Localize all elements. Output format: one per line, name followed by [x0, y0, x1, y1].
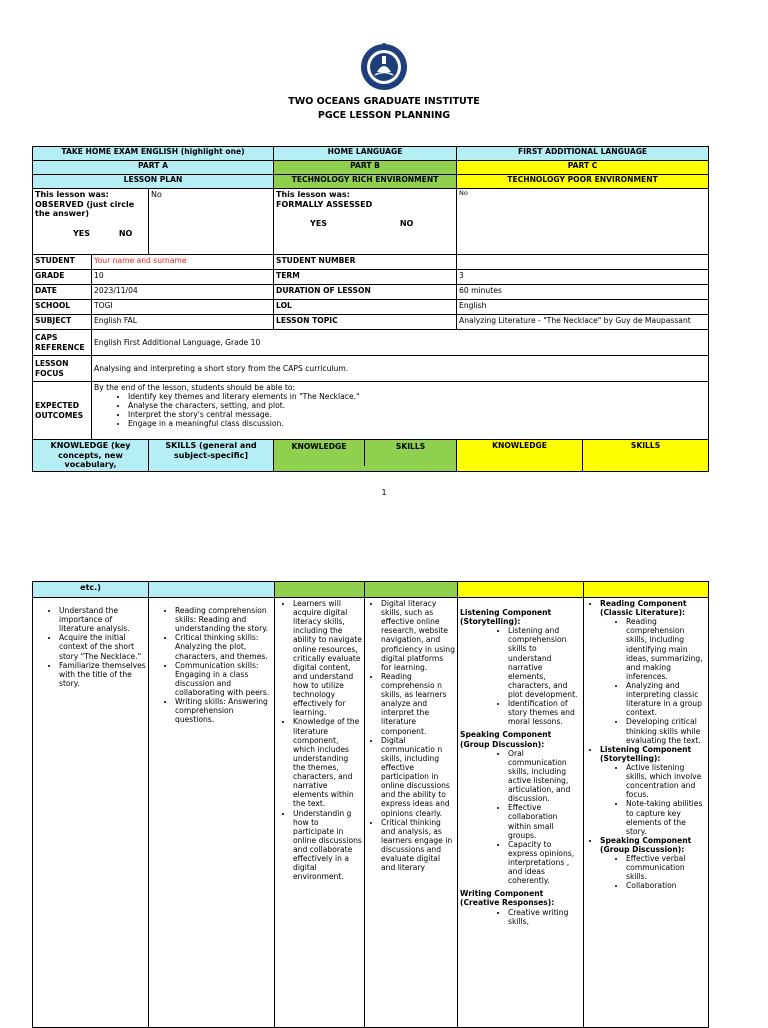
knowledge-b-header: [274, 440, 457, 472]
skills-a-item: • Writing skills: Answering comprehension questions.: [175, 697, 272, 724]
term-label: TERM: [274, 270, 457, 285]
skills-c-item: • Analyzing and interpreting classic literature in a group context.: [626, 681, 706, 717]
skills-a-item: • Reading comprehension skills: Reading and understanding the story.: [175, 606, 272, 633]
outcome-item: • Identify key themes and literary elements in "The Necklace.": [128, 392, 706, 401]
focus-label: LESSON FOCUS: [33, 356, 92, 382]
knowledge-c-item: • Identification of story themes and moral lessons.: [508, 699, 581, 726]
student-number-value[interactable]: [457, 255, 709, 270]
knowledge-c-item: • Listening and comprehension skills to understand narrative elements, characters, and plot development.: [508, 626, 581, 699]
knowledge-b-item: • Learners will acquire digital literacy skills, including the ability to navigate online resources, critically evaluate digital content, and understand how to utilize technology effectively for learning.: [293, 599, 362, 717]
observed-value-cell: No: [149, 189, 274, 255]
skills-b-item: • Digital communicatio n skills, including effective participation in online discussions and the ability to express ideas and opinions clearly.: [381, 736, 455, 818]
skills-c-item: • Active listening skills, which involve concentration and focus.: [626, 763, 706, 799]
skills-c-heading: • Listening Component (Storytelling):: [600, 745, 706, 763]
school-value[interactable]: TOGI: [92, 300, 274, 315]
lol-label: LOL: [274, 300, 457, 315]
date-value[interactable]: 2023/11/04: [92, 285, 274, 300]
institute-logo-icon: [359, 42, 409, 92]
observed-no[interactable]: NO: [118, 228, 133, 238]
knowledge-a-item: • Understand the importance of literature analysis.: [59, 606, 146, 633]
knowledge-c-cell[interactable]: [458, 598, 584, 1028]
knowledge-a-item: • Familiarize themselves with the title of the story.: [59, 661, 146, 688]
skills-c-item: • Collaboration: [626, 881, 706, 890]
skills-b-label: SKILLS: [395, 442, 426, 451]
grade-label: GRADE: [33, 270, 92, 285]
student-label: STUDENT: [33, 255, 92, 270]
term-value[interactable]: 3: [457, 270, 709, 285]
skills-a-header: SKILLS (general and subject-specific]: [149, 440, 274, 472]
duration-value[interactable]: 60 minutes: [457, 285, 709, 300]
observed-label-cell: [33, 189, 149, 255]
observed-yes[interactable]: YES: [73, 228, 91, 238]
part-a-cell: PART A: [33, 161, 274, 175]
focus-value[interactable]: Analysing and interpreting a short story from the CAPS curriculum.: [92, 356, 709, 382]
page-number: 1: [381, 488, 387, 497]
knowledge-a-header-cont: etc.): [33, 582, 149, 598]
skills-c-item: • Developing critical thinking skills while evaluating the text.: [626, 717, 706, 744]
caps-value[interactable]: English First Additional Language, Grade 10: [92, 330, 709, 356]
date-label: DATE: [33, 285, 92, 300]
lesson-plan-grid: [32, 146, 709, 472]
knowledge-a-item: • Acquire the initial context of the short story "The Necklace.": [59, 633, 146, 660]
tech-poor-cell: TECHNOLOGY POOR ENVIRONMENT: [457, 175, 709, 189]
content-table: [32, 581, 709, 1028]
skills-a-item: • Critical thinking skills: Analyzing the plot, characters, and themes.: [175, 633, 272, 660]
tech-rich-cell: TECHNOLOGY RICH ENVIRONMENT: [274, 175, 457, 189]
outcomes-intro: By the end of the lesson, students should be able to:: [94, 383, 296, 392]
outcomes-cell[interactable]: [92, 382, 709, 440]
assessed-value-cell: No: [457, 189, 709, 255]
knowledge-c-item: • Capacity to express opinions, interpretations , and ideas coherently.: [508, 840, 581, 886]
assessed-label-2: FORMALLY ASSESSED: [276, 199, 373, 209]
knowledge-b-item: • Knowledge of the literature component, which includes understanding the themes, characters, and narrative elements within the text.: [293, 717, 362, 808]
observed-label-2: OBSERVED (just circle the answer): [35, 199, 135, 219]
lesson-plan-cell: LESSON PLAN: [33, 175, 274, 189]
skills-c-header: SKILLS: [583, 440, 709, 472]
grade-value[interactable]: 10: [92, 270, 274, 285]
document-title: PGCE LESSON PLANNING: [317, 110, 451, 121]
part-c-cell: PART C: [457, 161, 709, 175]
knowledge-c-heading: Speaking Component (Group Discussion):: [460, 730, 552, 749]
observed-label-1: This lesson was:: [35, 190, 109, 199]
topic-value[interactable]: Analyzing Literature - "The Necklace" by Guy de Maupassant: [457, 315, 709, 330]
subject-label: SUBJECT: [33, 315, 92, 330]
assessed-no[interactable]: NO: [399, 219, 414, 229]
outcome-item: • Analyse the characters, setting, and plot.: [128, 401, 706, 410]
fal-cell[interactable]: FIRST ADDITIONAL LANGUAGE: [457, 147, 709, 161]
lol-value[interactable]: English: [457, 300, 709, 315]
knowledge-c-item: • Effective collaboration within small groups.: [508, 803, 581, 839]
subject-value[interactable]: English FAL: [92, 315, 274, 330]
duration-label: DURATION OF LESSON: [274, 285, 457, 300]
skills-c-heading: • Reading Component (Classic Literature):: [600, 599, 706, 617]
skills-b-item: • Reading comprehensio n skills, as learners analyze and interpret the literature component.: [381, 672, 455, 736]
knowledge-c-item: • Creative writing skills,: [508, 908, 581, 926]
knowledge-c-heading: Listening Component (Storytelling):: [460, 608, 552, 627]
student-value[interactable]: Your name and surname: [92, 255, 274, 270]
topic-label: LESSON TOPIC: [274, 315, 457, 330]
skills-c-item: • Effective verbal communication skills.: [626, 854, 706, 881]
knowledge-c-heading: Writing Component (Creative Responses):: [460, 889, 555, 908]
assessed-yes[interactable]: YES: [310, 219, 328, 229]
knowledge-c-header: KNOWLEDGE: [457, 440, 583, 472]
part-b-cell: PART B: [274, 161, 457, 175]
assessed-label-cell: [274, 189, 457, 255]
knowledge-a-cell[interactable]: [33, 598, 149, 1028]
knowledge-a-header: KNOWLEDGE (key concepts, new vocabulary,: [33, 440, 149, 472]
school-label: SCHOOL: [33, 300, 92, 315]
skills-b-cell[interactable]: [365, 598, 458, 1028]
outcome-item: • Interpret the story's central message.: [128, 410, 706, 419]
skills-b-item: • Digital literacy skills, such as effective online research, website navigation, and proficiency in using digital platforms for learning.: [381, 599, 455, 672]
exam-highlight-cell: TAKE HOME EXAM ENGLISH (highlight one): [33, 147, 274, 161]
skills-c-item: • Reading comprehension skills, including identifying main ideas, summarizing, and making inferences.: [626, 617, 706, 681]
skills-c-heading: • Speaking Component (Group Discussion):: [600, 836, 706, 854]
skills-c-cell[interactable]: [584, 598, 709, 1028]
outcome-item: • Engage in a meaningful class discussion.: [128, 419, 706, 428]
outcomes-list: [94, 392, 706, 428]
skills-a-item: • Communication skills: Engaging in a class discussion and collaborating with peers.: [175, 661, 272, 697]
outcomes-label: EXPECTED OUTCOMES: [33, 382, 92, 440]
knowledge-c-item: • Oral communication skills, including active listening, articulation, and discussion.: [508, 749, 581, 804]
skills-a-cell[interactable]: [149, 598, 275, 1028]
skills-b-item: • Critical thinking and analysis, as learners engage in discussions and evaluate digital and literary: [381, 818, 455, 873]
student-number-label: STUDENT NUMBER: [274, 255, 457, 270]
skills-c-item: • Note-taking abilities to capture key elements of the story.: [626, 799, 706, 835]
knowledge-b-item: • Understandin g how to participate in online discussions and collaborate effectively in a digital environment.: [293, 809, 362, 882]
knowledge-b-cell[interactable]: [275, 598, 365, 1028]
institute-name: TWO OCEANS GRADUATE INSTITUTE: [288, 96, 480, 107]
assessed-label-1: This lesson was:: [276, 190, 350, 199]
page-2: [0, 560, 768, 1024]
home-language-cell[interactable]: HOME LANGUAGE: [274, 147, 457, 161]
caps-label: CAPS REFERENCE: [33, 330, 92, 356]
knowledge-b-label: KNOWLEDGE: [274, 440, 365, 466]
